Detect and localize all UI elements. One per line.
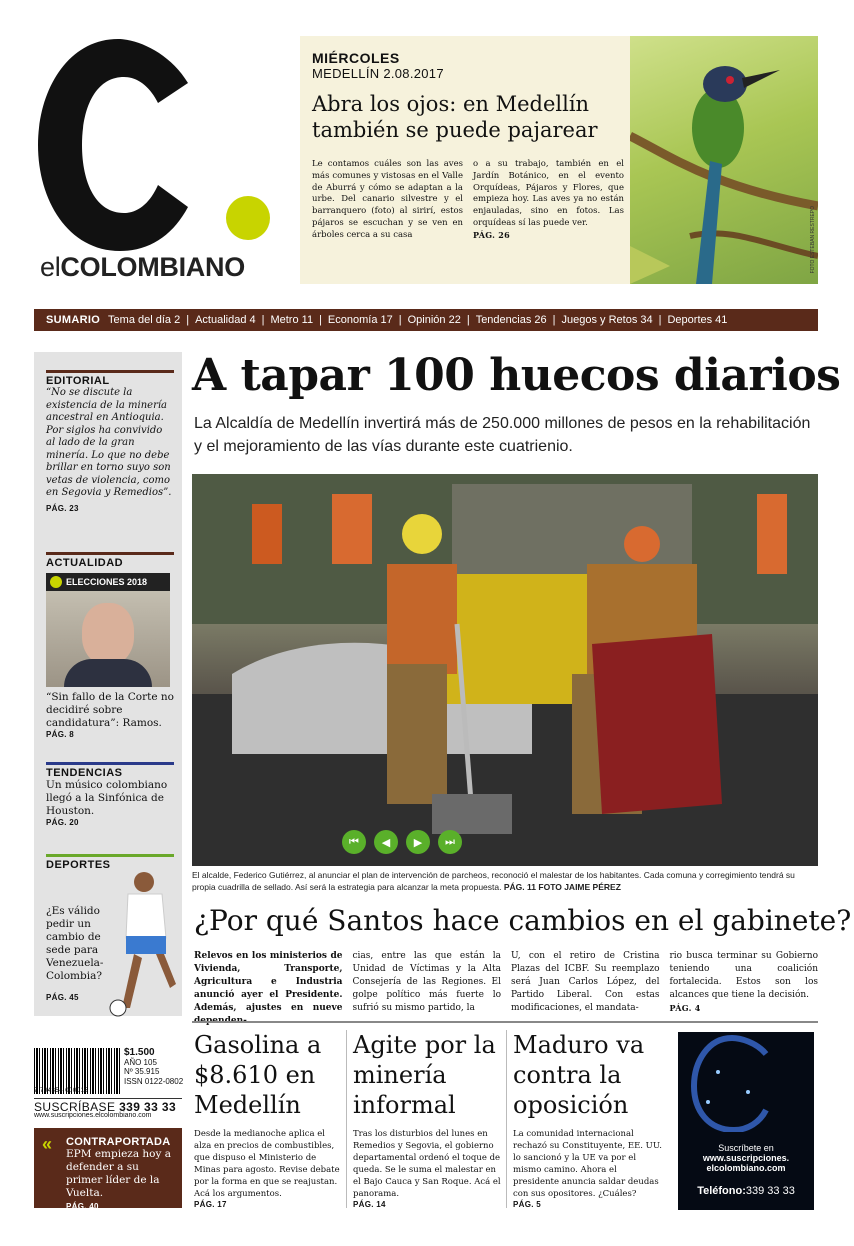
main-headline[interactable]: A tapar 100 huecos diarios — [192, 350, 841, 401]
sidebar-deportes[interactable] — [46, 854, 174, 1002]
column-divider — [506, 1030, 507, 1208]
sidebar-actualidad[interactable] — [46, 552, 174, 739]
price-number: Nº 35.915 — [124, 1067, 160, 1076]
maduro-text: La comunidad internacional rechazó su Constituyente, EE. UU. lo sancionó y la UE va por el mismo camino. Ahora el presidente anuncia saldar deudas con sus opositores. ¿Cuáles? — [513, 1129, 662, 1199]
portrait-suit — [64, 659, 152, 687]
contraportada-box[interactable] — [34, 1128, 182, 1211]
actualidad-page: PÁG. 8 — [46, 730, 75, 739]
subscription-ad[interactable] — [678, 1032, 814, 1210]
ad-line3: elcolombiano.com — [706, 1163, 786, 1173]
price-amount: $1.500 — [124, 1047, 155, 1058]
santos-col3: U, con el retiro de Cristina Plazas del ICBF. Su reemplazo será Juan Carlos López, del Partido Liberal. Con estas modificaciones, el mandata- — [511, 951, 660, 1013]
santos-col2: cias, entre las que están la Unidad de Víctimas y la Alta Consejería de las Regiones. El golpe político más fuerte lo sufrió su mismo partido, la — [352, 951, 501, 1013]
santos-col4: rio busca terminar su Gobierno teniendo una coalición fortalecida. Estos son los alcances que tiene la decisión. — [669, 951, 818, 1000]
mineria-text: Tras los disturbios del lunes en Remedios y Segovia, el gobierno departamental ordenó el toque de queda. Se le suma el malestar en el Bajo Cauca y San Roque. Acá el panorama. — [353, 1129, 501, 1199]
sumario-item[interactable]: Actualidad 4 — [195, 314, 256, 326]
price-block — [124, 1048, 183, 1086]
story-maduro[interactable] — [513, 1030, 663, 1209]
teaser-col2: o a su trabajo, también en el Jardín Botánico, en el evento Orquídeas, Pájaros y Flores, que empieza hoy. Las aves ya no están enjauladas, sino en fotos. Las orquídeas sí las puede ver. — [473, 159, 624, 228]
ad-line2: www.suscripciones. — [702, 1153, 790, 1163]
editorial-label: EDITORIAL — [46, 370, 174, 387]
story-gasolina[interactable] — [194, 1030, 344, 1209]
logo-c[interactable] — [38, 35, 270, 255]
first-icon[interactable]: ⏮ — [342, 830, 366, 854]
sidebar-editorial[interactable] — [46, 370, 174, 513]
caption-text: El alcalde, Federico Gutiérrez, al anunciar el plan de intervención de parcheos, reconoció el malestar de los habitantes. Cada comuna y corregimiento tendrá su propia cuadrilla de sellado. Así será la estrategia para alcanzar la meta propuesta. — [192, 870, 795, 892]
sumario-item[interactable]: Tendencias 26 — [475, 314, 547, 326]
gasolina-page: PÁG. 17 — [194, 1200, 227, 1209]
editorial-text: “No se discute la existencia de la minería ancestral en Antioquia. Por siglos ha convivido al lado de la gran minería. Lo que no debe brillar en torno suyo son vetas de violencia, como en Segovia y Remedios”. — [46, 387, 172, 498]
santos-page: PÁG. 4 — [669, 1003, 701, 1013]
main-caption — [192, 869, 818, 893]
actualidad-label: ACTUALIDAD — [46, 552, 174, 569]
caption-credit: FOTO JAIME PÉREZ — [538, 882, 621, 892]
tendencias-label: TENDENCIAS — [46, 762, 174, 779]
brand-name[interactable]: elCOLOMBIANO — [40, 252, 245, 282]
teaser-photo-credit: FOTO ESTEBAN RESTREPO — [810, 206, 816, 274]
subscribe-phone: 339 33 33 — [119, 1100, 177, 1114]
sumario-item[interactable]: Economía 17 — [327, 314, 393, 326]
actualidad-text: “Sin fallo de la Corte no decidiré sobre candidatura”: Ramos. — [46, 691, 174, 729]
tendencias-text: Un músico colombiano llegó a la Sinfónica de Houston. — [46, 779, 168, 817]
logo-dot — [226, 196, 270, 240]
badge-icon — [50, 576, 62, 588]
ad-phone: 339 33 33 — [745, 1185, 795, 1197]
sumario-bar: SUMARIO Tema del día 2 | Actualidad 4 | Metro 11 | Economía 17 | Opinión 22 | Tendencias 26 | Juegos y Retos 34 | Deportes 41 — [34, 309, 818, 331]
tendencias-page: PÁG. 20 — [46, 818, 79, 827]
contraportada-text: EPM empieza hoy a defender a su primer líder de la Vuelta. — [66, 1148, 172, 1199]
editorial-page: PÁG. 23 — [46, 503, 79, 513]
ad-line1: Suscríbete en — [718, 1143, 774, 1153]
maduro-headline: Maduro va contra la oposición — [513, 1031, 645, 1119]
story-mineria[interactable] — [353, 1030, 503, 1209]
contraportada-label: CONTRAPORTADA — [66, 1136, 171, 1148]
sidebar — [34, 352, 182, 1016]
main-photo[interactable] — [192, 474, 818, 866]
santos-headline[interactable]: ¿Por qué Santos hace cambios en el gabinete? — [194, 904, 852, 937]
sidebar-tendencias[interactable] — [46, 762, 174, 827]
barcode-digits: 7 704354 000015 — [34, 1088, 89, 1094]
price-year: AÑO 105 — [124, 1057, 157, 1067]
maduro-page: PÁG. 5 — [513, 1200, 542, 1209]
price-issn: ISSN 0122-0802 — [124, 1076, 184, 1086]
road-workers-illustration — [192, 474, 818, 866]
santos-body — [194, 950, 818, 1028]
main-deck: La Alcaldía de Medellín invertirá más de 250.000 millones de pesos en la rehabilitación y el mejoramiento de las vías durante este cuatrienio. — [194, 415, 811, 455]
santos-col1: Relevos en los ministerios de Vivienda, Transporte, Agricultura e Industria anunció ayer el Presidente. Además, ajustes en nueve — [194, 951, 343, 1013]
subscribe-url[interactable]: www.suscripciones.elcolombiano.com — [34, 1112, 152, 1119]
ad-phone-label: Teléfono: — [697, 1185, 746, 1197]
teaser-headline[interactable]: Abra los ojos: en Medellín también se puede pajarear — [312, 92, 598, 142]
column-divider — [346, 1030, 347, 1208]
elecciones-badge: ELECCIONES 2018 — [66, 577, 148, 587]
last-icon[interactable]: ⏭ — [438, 830, 462, 854]
sumario-label: SUMARIO — [46, 314, 101, 326]
prev-icon[interactable]: ◀ — [374, 830, 398, 854]
sumario-item[interactable]: Juegos y Retos 34 — [561, 314, 653, 326]
teaser-box[interactable] — [300, 36, 818, 284]
footballer-illustration — [104, 868, 180, 1018]
logo-c-mark — [38, 35, 270, 255]
ad-c-graphic — [678, 1032, 814, 1132]
deportes-label: DEPORTES — [46, 854, 174, 871]
teaser-city-date: MEDELLÍN 2.08.2017 — [312, 66, 444, 81]
teaser-day: MIÉRCOLES — [312, 50, 400, 66]
bird-photo[interactable] — [630, 36, 818, 284]
photo-nav — [342, 830, 462, 854]
portrait-face — [82, 603, 134, 665]
ramos-photo — [46, 573, 170, 687]
sumario-item[interactable]: Opinión 22 — [407, 314, 461, 326]
gasolina-headline: Gasolina a $8.610 en Medellín — [194, 1031, 322, 1119]
teaser-col1: Le contamos cuáles son las aves más comunes y vistosas en el Valle de Aburrá y cómo se adaptan a la urbe. Del canario silvestre y el barranquero (foto) al sirirí, estos pájaros se escuchan y se ven en árboles cerca a su casa — [312, 159, 463, 240]
contraportada-page: PÁG. 40 — [66, 1202, 99, 1211]
sumario-item[interactable]: Metro 11 — [270, 314, 314, 326]
subscribe-label: SUSCRÍBASE — [34, 1100, 116, 1114]
mineria-headline: Agite por la minería informal — [353, 1031, 496, 1119]
deportes-page: PÁG. 45 — [46, 993, 79, 1002]
caption-page: PÁG. 11 — [503, 882, 537, 892]
next-icon[interactable]: ▶ — [406, 830, 430, 854]
bird-illustration — [630, 36, 818, 284]
mineria-page: PÁG. 14 — [353, 1200, 386, 1209]
gasolina-text: Desde la medianoche aplica el alza en precios de combustibles, que dispuso el Ministerio de Minas para agosto. Revise debate por la forma en que se reajustan. Acá los argumentos. — [194, 1129, 340, 1199]
deportes-text: ¿Es válido pedir un cambio de sede para Venezuela-Colombia? — [46, 905, 104, 982]
sumario-item[interactable]: Deportes 41 — [667, 314, 728, 326]
sumario-item[interactable]: Tema del día 2 — [108, 314, 181, 326]
teaser-page: PÁG. 26 — [473, 229, 510, 240]
section-divider — [192, 1021, 818, 1023]
quote-icon: « — [42, 1134, 53, 1154]
